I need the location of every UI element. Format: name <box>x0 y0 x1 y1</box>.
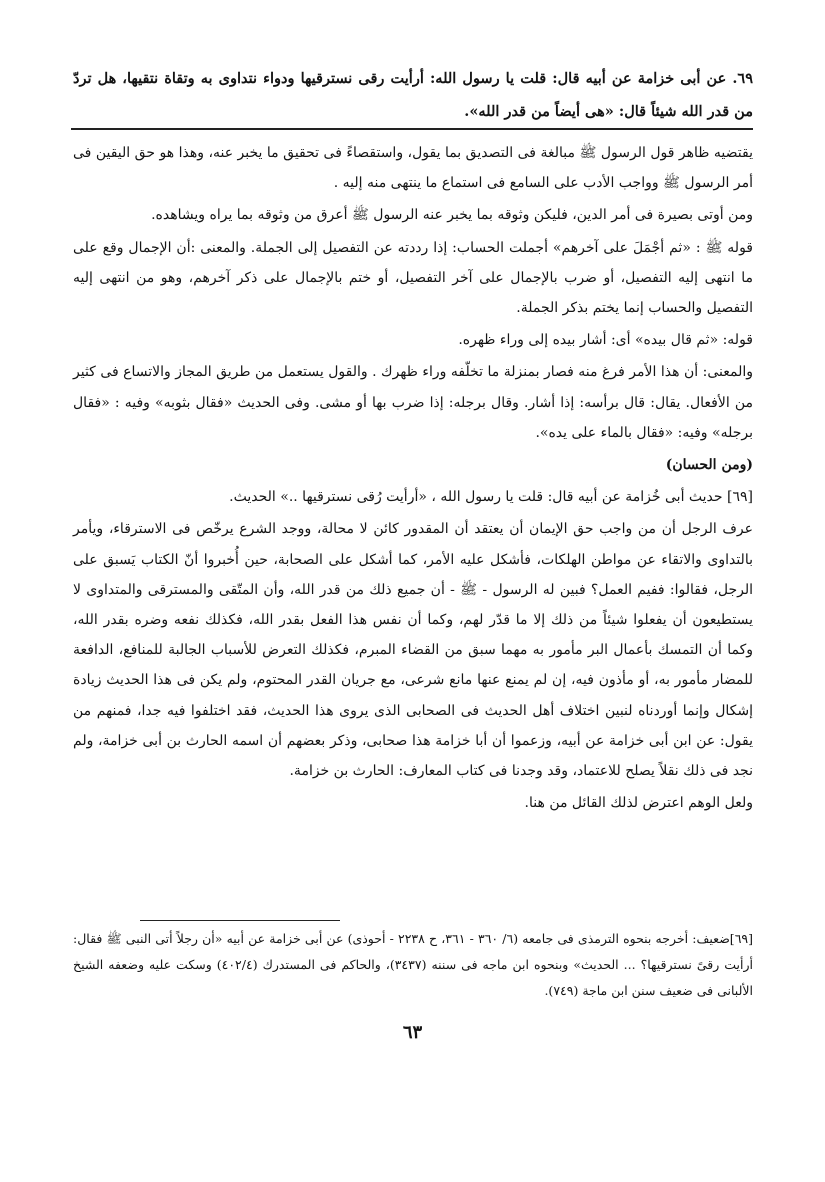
paragraph: عرف الرجل أن من واجب حق الإيمان أن يعتقد أن المقدور كائن لا محالة، ووجد الشرع يرخّص فى الاسترقاء، ويأمر بالتداوى والاتقاء عن مواطن الهلكات، فأشكل عليه الأمر، كما أشكل على الصحابة، حين أُخبروا أنّ الكتاب يَسبق على الرجل، فقالوا: ففيم العمل؟ فبين له الرسول - ﷺ - أن جميع ذلك من قدر الله، وأن المتّقى والمسترقى والمتداوى لا يستطيعون أن يفعلوا شيئاً من ذلك إلا ما قدّر لهم، وكما أن نفس هذا الفعل بقدر الله، فكذلك نفعه وضره بقدر الله، وكما أن التمسك بأعمال البر مأمور به مهما سبق من القضاء المبرم، فكذلك التعرض للأسباب الجالبة للمنافع، الدافعة للمضار مأمور به، أو مأذون فيه، إن لم يمنع عنها مانع شرعى، مع جريان القدر المحتوم، ولم يكن فى هذا الحديث زيادة إشكال وإنما أوردناه لنبين اختلاف أهل الحديث فى الصحابى الذى يروى هذا الحديث، فقد اختلفوا فيه جدا، فمنهم من يقول: عن ابن أبى خزامة عن أبيه، وزعموا أن أبا خزامة هذا صحابى، وذكر بعضهم أن اسمه الحارث بن أبى خزامة، ولم نجد فى ذلك نقلاً يصلح للاعتماد، وقد وجدنا فى كتاب المعارف: الحارث بن خزامة. <box>73 521 753 780</box>
footnote-divider <box>140 920 340 921</box>
footnote-block <box>73 926 753 1004</box>
paragraph: [٦٩] حديث أبى خُزامة عن أبيه قال: قلت يا رسول الله ، «أرأيت رُقى نسترقيها ..» الحديث. <box>229 489 753 506</box>
page-number: ٦٣ <box>402 1022 423 1043</box>
paragraph: والمعنى: أن هذا الأمر فرغ منه فصار بمنزلة ما تخلّفه وراء ظهرك . والقول يستعمل من طريق المجاز والاتساع فى كثير من الأفعال. يقال: قال برأسه: إذا أشار. وقال برجله: إذا ضرب بها أو مشى. وفى الحديث «فقال بثوبه» وفيه : «فقال برجله» وفيه: «فقال بالماء على يده». <box>73 364 753 441</box>
paragraph: قوله: «ثم قال بيده» أى: أشار بيده إلى وراء ظهره. <box>458 332 753 349</box>
footnote-text: [٦٩]ضعيف: أخرجه بنحوه الترمذى فى جامعه (٦/ ٣٦٠ - ٣٦١، ح ٢٢٣٨ - أحوذى) عن أبى خزامة عن أبيه «أن رجلاً أتى النبى ﷺ فقال: أرأيت رقىً نسترقيها؟ ... الحديث» وبنحوه ابن ماجه فى سننه (٣٤٣٧)، والحاكم فى المستدرك (٤٠٢/٤) وسكت عليه وضعفه الشيخ الألبانى فى ضعيف سنن ابن ماجة (٧٤٩). <box>73 931 754 998</box>
paragraph: ومن أوتى بصيرة فى أمر الدين، فليكن وثوقه بما يخبر عنه الرسول ﷺ أعرق من وثوقه بما يراه ويشاهده. <box>151 207 753 224</box>
paragraph: قوله ﷺ : «ثم أجْمَلَ على آخرهم» أجملت الحساب: إذا رددته عن التفصيل إلى الجملة. والمعنى :أن الإجمال وقع على ما انتهى إليه التفصيل، أو ضرب بالإجمال على آخر التفصيل، أو ختم بالإجمال على ذكر آخرهم، وهو من انتهى إليه التفصيل والحساب إنما يختم بذكر الجملة. <box>73 239 754 317</box>
paragraph: يقتضيه ظاهر قول الرسول ﷺ مبالغة فى التصديق بما يقول، واستقصاءً فى تحقيق ما يخبر عنه، وهذا هو حق اليقين فى أمر الرسول ﷺ وواجب الأدب على السامع فى استماع ما ينتهى منه إليه . <box>73 145 753 192</box>
hadith-number: ٦٩. <box>732 70 753 87</box>
paragraph: ولعل الوهم اعترض لذلك القائل من هنا. <box>524 795 753 812</box>
section-heading: (ومن الحسان) <box>665 457 753 474</box>
commentary-body <box>73 138 753 820</box>
hadith-text-block <box>73 62 753 128</box>
section-divider <box>71 128 753 130</box>
hadith-text: عن أبى خزامة عن أبيه قال: قلت يا رسول الله: أرأيت رقى نسترقيها ودواء نتداوى به وتقاة نتقيها، هل تردّ من قدر الله شيئاً قال: «هى أيضاً من قدر الله». <box>73 70 753 120</box>
